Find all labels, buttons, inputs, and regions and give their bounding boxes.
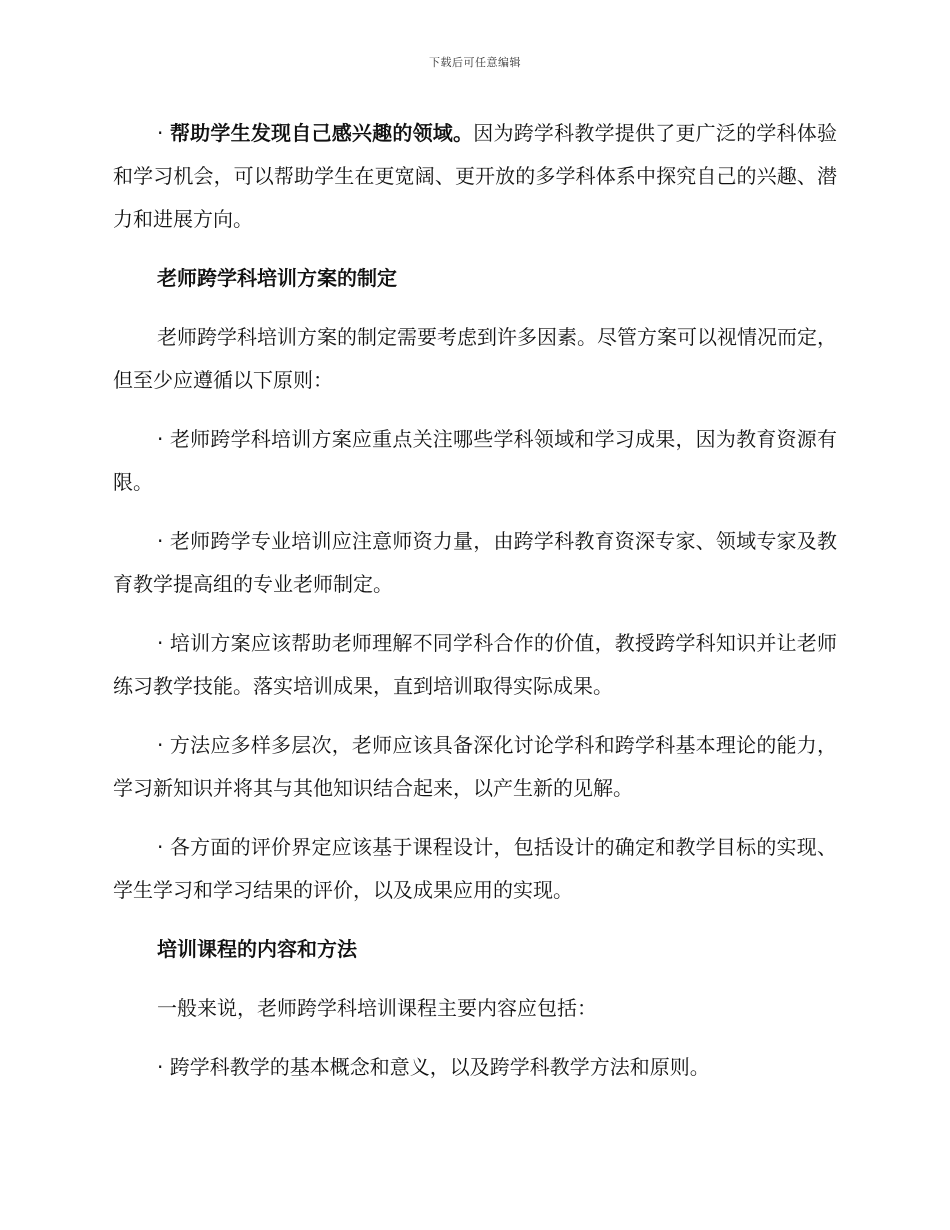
bullet-paragraph: · 老师跨学专业培训应注意师资力量，由跨学科教育资深专家、领域专家及教育教学提高组的专业老师制定。 [113, 529, 837, 596]
bullet-lead-bold: 帮助学生发现自己感兴趣的领域。 [169, 121, 474, 145]
paragraph: 一般来说，老师跨学科培训课程主要内容应包括： [157, 996, 597, 1020]
document-body [113, 112, 837, 1105]
bullet-paragraph [113, 112, 837, 241]
section-heading: 老师跨学科培训方案的制定 [157, 266, 397, 290]
bullet-paragraph: · 跨学科教学的基本概念和意义，以及跨学科教学方法和原则。 [157, 1055, 710, 1079]
bullet-marker: · [157, 121, 170, 145]
bullet-paragraph: · 培训方案应该帮助老师理解不同学科合作的价值，教授跨学科知识并让老师练习教学技能。落实培训成果，直到培训取得实际成果。 [113, 631, 837, 698]
section-heading: 培训课程的内容和方法 [157, 937, 357, 961]
bullet-paragraph: · 老师跨学科培训方案应重点关注哪些学科领域和学习成果，因为教育资源有限。 [113, 427, 837, 494]
bullet-body: 因为跨学科教学提供了更广泛的学科体验和学习机会，可以帮助学生在更宽阔、更开放的多学科体系中探究自己的兴趣、潜力和进展方向。 [113, 121, 838, 231]
page-header-note: 下载后可任意编辑 [429, 56, 521, 69]
bullet-paragraph: · 各方面的评价界定应该基于课程设计，包括设计的确定和教学目标的实现、学生学习和学习结果的评价，以及成果应用的实现。 [113, 835, 837, 902]
bullet-paragraph: · 方法应多样多层次，老师应该具备深化讨论学科和跨学科基本理论的能力，学习新知识并将其与其他知识结合起来，以产生新的见解。 [113, 733, 837, 800]
paragraph: 老师跨学科培训方案的制定需要考虑到许多因素。尽管方案可以视情况而定，但至少应遵循以下原则： [113, 325, 837, 392]
